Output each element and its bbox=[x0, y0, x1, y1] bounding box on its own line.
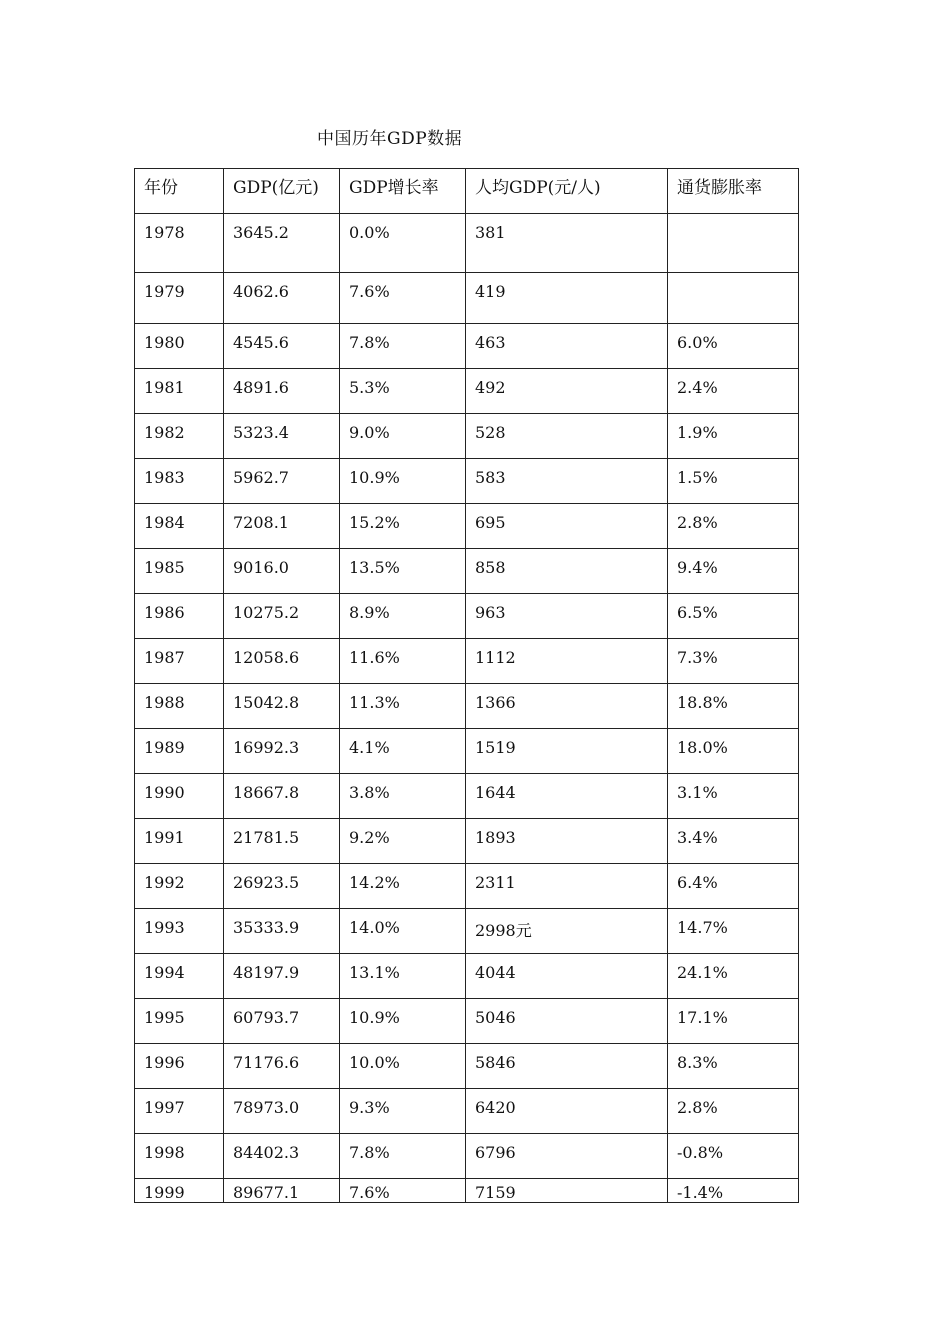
cell-gdp-growth: 11.3% bbox=[340, 684, 466, 729]
cell-year: 1993 bbox=[135, 909, 224, 954]
cell-inflation: -1.4% bbox=[668, 1179, 799, 1203]
cell-gdp-per-capita: 1644 bbox=[466, 774, 668, 819]
cell-year: 1985 bbox=[135, 549, 224, 594]
cell-year: 1989 bbox=[135, 729, 224, 774]
cell-gdp: 4891.6 bbox=[224, 369, 340, 414]
cell-gdp-per-capita: 419 bbox=[466, 273, 668, 324]
cell-inflation: 6.5% bbox=[668, 594, 799, 639]
cell-gdp: 78973.0 bbox=[224, 1089, 340, 1134]
cell-gdp-growth: 9.2% bbox=[340, 819, 466, 864]
cell-gdp-per-capita: 1893 bbox=[466, 819, 668, 864]
cell-gdp-growth: 8.9% bbox=[340, 594, 466, 639]
cell-gdp: 5962.7 bbox=[224, 459, 340, 504]
cell-inflation: 17.1% bbox=[668, 999, 799, 1044]
cell-gdp-per-capita: 2311 bbox=[466, 864, 668, 909]
table-row bbox=[135, 459, 799, 504]
table-row bbox=[135, 999, 799, 1044]
cell-year: 1988 bbox=[135, 684, 224, 729]
cell-gdp: 10275.2 bbox=[224, 594, 340, 639]
cell-gdp-growth: 10.9% bbox=[340, 999, 466, 1044]
header-gdp: GDP(亿元) bbox=[224, 169, 340, 214]
cell-year: 1999 bbox=[135, 1179, 224, 1203]
cell-gdp: 71176.6 bbox=[224, 1044, 340, 1089]
table-row bbox=[135, 909, 799, 954]
table-row bbox=[135, 774, 799, 819]
header-gdp-per-capita: 人均GDP(元/人) bbox=[466, 169, 668, 214]
cell-gdp: 35333.9 bbox=[224, 909, 340, 954]
table-row bbox=[135, 414, 799, 459]
cell-gdp: 15042.8 bbox=[224, 684, 340, 729]
table-row bbox=[135, 1044, 799, 1089]
cell-inflation: 6.0% bbox=[668, 324, 799, 369]
page-title: 中国历年GDP数据 bbox=[317, 129, 463, 149]
cell-year: 1996 bbox=[135, 1044, 224, 1089]
cell-gdp: 4545.6 bbox=[224, 324, 340, 369]
cell-year: 1983 bbox=[135, 459, 224, 504]
cell-inflation: 1.5% bbox=[668, 459, 799, 504]
header-year: 年份 bbox=[135, 169, 224, 214]
cell-gdp: 9016.0 bbox=[224, 549, 340, 594]
cell-inflation: 2.8% bbox=[668, 504, 799, 549]
cell-gdp-growth: 13.5% bbox=[340, 549, 466, 594]
cell-gdp-per-capita: 1112 bbox=[466, 639, 668, 684]
cell-year: 1997 bbox=[135, 1089, 224, 1134]
table-header-row bbox=[135, 169, 799, 214]
cell-year: 1980 bbox=[135, 324, 224, 369]
cell-inflation: 2.8% bbox=[668, 1089, 799, 1134]
table-row bbox=[135, 684, 799, 729]
gdp-table bbox=[134, 168, 799, 1203]
cell-inflation: 24.1% bbox=[668, 954, 799, 999]
header-gdp-growth: GDP增长率 bbox=[340, 169, 466, 214]
cell-inflation: 14.7% bbox=[668, 909, 799, 954]
cell-gdp-per-capita: 5046 bbox=[466, 999, 668, 1044]
table-row bbox=[135, 273, 799, 324]
cell-gdp-growth: 9.3% bbox=[340, 1089, 466, 1134]
cell-year: 1987 bbox=[135, 639, 224, 684]
cell-gdp: 5323.4 bbox=[224, 414, 340, 459]
cell-inflation: -0.8% bbox=[668, 1134, 799, 1179]
cell-gdp: 21781.5 bbox=[224, 819, 340, 864]
cell-gdp-growth: 7.8% bbox=[340, 1134, 466, 1179]
cell-gdp-per-capita: 1519 bbox=[466, 729, 668, 774]
cell-gdp-per-capita: 583 bbox=[466, 459, 668, 504]
cell-gdp: 7208.1 bbox=[224, 504, 340, 549]
cell-year: 1998 bbox=[135, 1134, 224, 1179]
cell-year: 1991 bbox=[135, 819, 224, 864]
table-row bbox=[135, 729, 799, 774]
cell-gdp: 60793.7 bbox=[224, 999, 340, 1044]
cell-gdp-growth: 13.1% bbox=[340, 954, 466, 999]
cell-gdp-growth: 9.0% bbox=[340, 414, 466, 459]
cell-gdp-growth: 5.3% bbox=[340, 369, 466, 414]
table-row bbox=[135, 819, 799, 864]
cell-gdp-per-capita: 4044 bbox=[466, 954, 668, 999]
cell-gdp-growth: 14.2% bbox=[340, 864, 466, 909]
cell-gdp-per-capita: 695 bbox=[466, 504, 668, 549]
cell-gdp-per-capita: 6420 bbox=[466, 1089, 668, 1134]
table-row bbox=[135, 369, 799, 414]
cell-inflation: 8.3% bbox=[668, 1044, 799, 1089]
cell-year: 1981 bbox=[135, 369, 224, 414]
cell-gdp-per-capita: 492 bbox=[466, 369, 668, 414]
cell-inflation: 1.9% bbox=[668, 414, 799, 459]
cell-inflation: 18.0% bbox=[668, 729, 799, 774]
cell-gdp: 26923.5 bbox=[224, 864, 340, 909]
cell-year: 1982 bbox=[135, 414, 224, 459]
cell-year: 1978 bbox=[135, 214, 224, 273]
cell-gdp-per-capita: 963 bbox=[466, 594, 668, 639]
cell-gdp-per-capita: 463 bbox=[466, 324, 668, 369]
cell-gdp: 89677.1 bbox=[224, 1179, 340, 1203]
cell-inflation: 7.3% bbox=[668, 639, 799, 684]
cell-gdp-per-capita: 528 bbox=[466, 414, 668, 459]
cell-inflation: 3.1% bbox=[668, 774, 799, 819]
cell-gdp-per-capita: 1366 bbox=[466, 684, 668, 729]
cell-gdp: 4062.6 bbox=[224, 273, 340, 324]
cell-gdp-growth: 10.0% bbox=[340, 1044, 466, 1089]
table-body bbox=[135, 214, 799, 1203]
cell-gdp-growth: 4.1% bbox=[340, 729, 466, 774]
table-row bbox=[135, 639, 799, 684]
cell-gdp-growth: 14.0% bbox=[340, 909, 466, 954]
table-row bbox=[135, 214, 799, 273]
table-row bbox=[135, 594, 799, 639]
cell-gdp-per-capita: 7159 bbox=[466, 1179, 668, 1203]
table-row bbox=[135, 1179, 799, 1203]
cell-gdp-growth: 7.6% bbox=[340, 273, 466, 324]
table-row bbox=[135, 1089, 799, 1134]
cell-gdp: 3645.2 bbox=[224, 214, 340, 273]
table-row bbox=[135, 324, 799, 369]
cell-gdp-per-capita: 6796 bbox=[466, 1134, 668, 1179]
cell-gdp: 84402.3 bbox=[224, 1134, 340, 1179]
cell-gdp-growth: 0.0% bbox=[340, 214, 466, 273]
cell-year: 1992 bbox=[135, 864, 224, 909]
cell-gdp-growth: 3.8% bbox=[340, 774, 466, 819]
table-row bbox=[135, 549, 799, 594]
table-row bbox=[135, 864, 799, 909]
cell-year: 1990 bbox=[135, 774, 224, 819]
cell-inflation: 18.8% bbox=[668, 684, 799, 729]
cell-inflation: 9.4% bbox=[668, 549, 799, 594]
cell-inflation: 6.4% bbox=[668, 864, 799, 909]
cell-year: 1995 bbox=[135, 999, 224, 1044]
cell-gdp: 16992.3 bbox=[224, 729, 340, 774]
table-row bbox=[135, 1134, 799, 1179]
cell-gdp-per-capita: 858 bbox=[466, 549, 668, 594]
cell-gdp-growth: 15.2% bbox=[340, 504, 466, 549]
cell-inflation: 2.4% bbox=[668, 369, 799, 414]
cell-inflation bbox=[668, 273, 799, 324]
table-row bbox=[135, 504, 799, 549]
table-row bbox=[135, 954, 799, 999]
cell-gdp-growth: 7.8% bbox=[340, 324, 466, 369]
cell-gdp-growth: 7.6% bbox=[340, 1179, 466, 1203]
cell-year: 1986 bbox=[135, 594, 224, 639]
cell-gdp-growth: 10.9% bbox=[340, 459, 466, 504]
cell-year: 1984 bbox=[135, 504, 224, 549]
cell-inflation: 3.4% bbox=[668, 819, 799, 864]
cell-gdp-per-capita: 5846 bbox=[466, 1044, 668, 1089]
cell-year: 1979 bbox=[135, 273, 224, 324]
cell-gdp-per-capita: 381 bbox=[466, 214, 668, 273]
cell-gdp: 12058.6 bbox=[224, 639, 340, 684]
cell-gdp-growth: 11.6% bbox=[340, 639, 466, 684]
cell-gdp: 48197.9 bbox=[224, 954, 340, 999]
cell-gdp-per-capita: 2998元 bbox=[466, 909, 668, 954]
header-inflation: 通货膨胀率 bbox=[668, 169, 799, 214]
cell-gdp: 18667.8 bbox=[224, 774, 340, 819]
cell-year: 1994 bbox=[135, 954, 224, 999]
cell-inflation bbox=[668, 214, 799, 273]
